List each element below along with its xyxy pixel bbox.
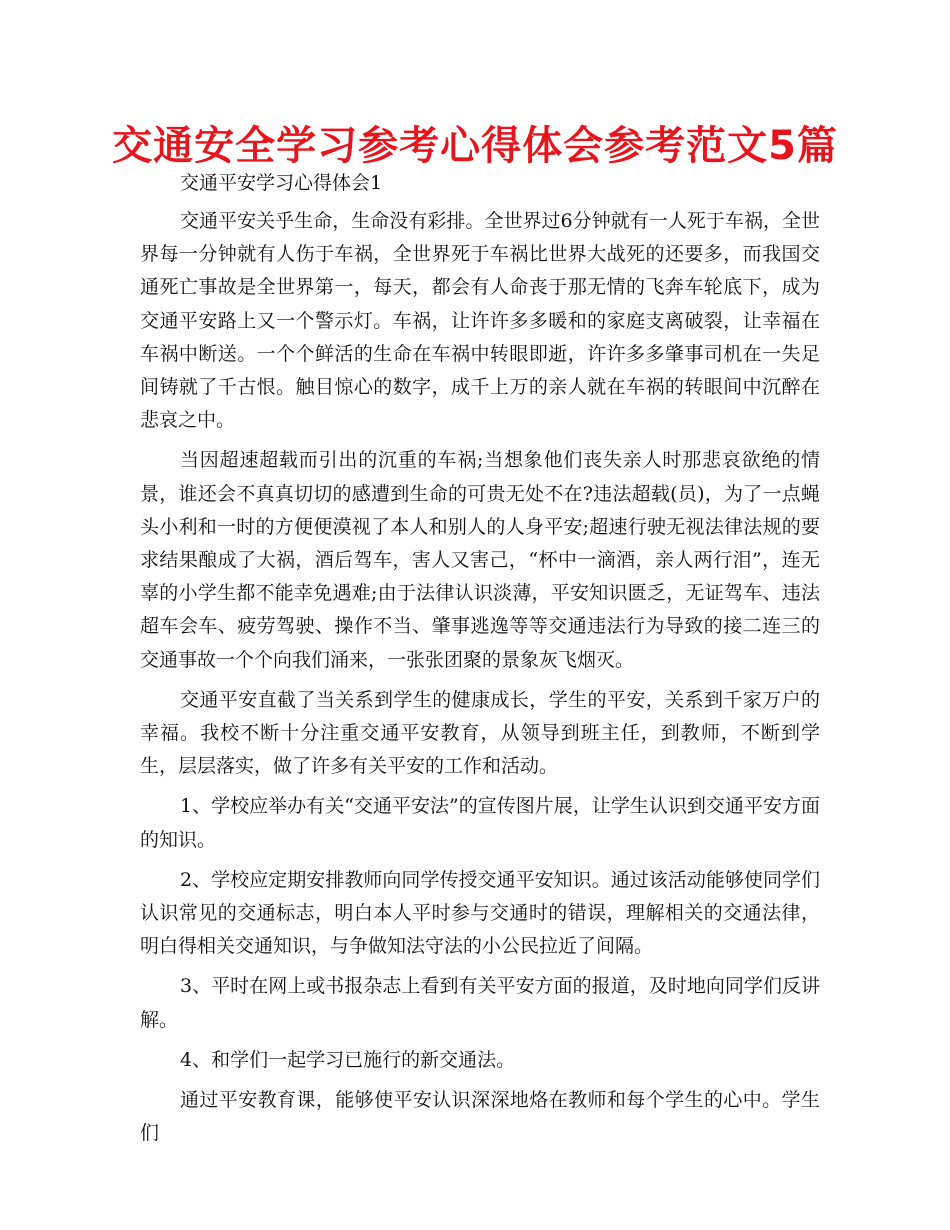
paragraph-3: 交通平安直截了当关系到学生的健康成长，学生的平安，关系到千家万户的幸福。我校不断十分注重交通平安教育，从领导到班主任，到教师，不断到学生，层层落实，做了许多有关平安的工作和活动。 [140, 688, 820, 778]
list-item-3: 3、平时在网上或书报杂志上看到有关平安方面的报道，及时地向同学们反讲解。 [140, 975, 820, 1031]
section-heading: 交通平安学习心得体会1 [180, 172, 383, 194]
list-item-4: 4、和学们一起学习已施行的新交通法。 [180, 1048, 516, 1071]
document-title: 交通安全学习参考心得体会参考范文5篇 [112, 123, 838, 169]
list-item-2: 2、学校应定期安排教师向同学传授交通平安知识。通过该活动能够使同学们认识常见的交通标志，明白本人平时参与交通时的错误，理解相关的交通法律，明白得相关交通知识，与争做知法守法的小公民拉近了间隔。 [140, 868, 820, 958]
document-body [140, 167, 820, 1150]
paragraph-2: 当因超速超载而引出的沉重的车祸;当想象他们丧失亲人时那悲哀欲绝的情景，谁还会不真真切切的感遭到生命的可贵无处不在?违法超载(员)，为了一点蝇头小利和一时的方便便漠视了本人和别人的人身平安;超速行驶无视法律法规的要求结果酿成了大祸，酒后驾车，害人又害己，“杯中一滴酒，亲人两行泪”，连无辜的小学生都不能幸免遇难;由于法律认识淡薄，平安知识匮乏，无证驾车、违法超车会车、疲劳驾驶、操作不当、肇事逃逸等等交通违法行为导致的接二连三的交通事故一个个向我们涌来，一张张团聚的景象灰飞烟灭。 [140, 449, 820, 671]
paragraph-4: 通过平安教育课，能够使平安认识深深地烙在教师和每个学生的心中。学生们 [140, 1089, 820, 1145]
list-item-1: 1、学校应举办有关“交通平安法”的宣传图片展，让学生认识到交通平安方面的知识。 [140, 795, 820, 851]
paragraph-1: 交通平安关乎生命，生命没有彩排。全世界过6分钟就有一人死于车祸，全世界每一分钟就有人伤于车祸，全世界死于车祸比世界大战死的还要多，而我国交通死亡事故是全世界第一，每天，都会有人命丧于那无情的飞奔车轮底下，成为交通平安路上又一个警示灯。车祸，让许许多多暖和的家庭支离破裂，让幸福在车祸中断送。一个个鲜活的生命在车祸中转眼即逝，许许多多肇事司机在一失足间铸就了千古恨。触目惊心的数字，成千上万的亲人就在车祸的转眼间中沉醉在悲哀之中。 [140, 210, 820, 432]
